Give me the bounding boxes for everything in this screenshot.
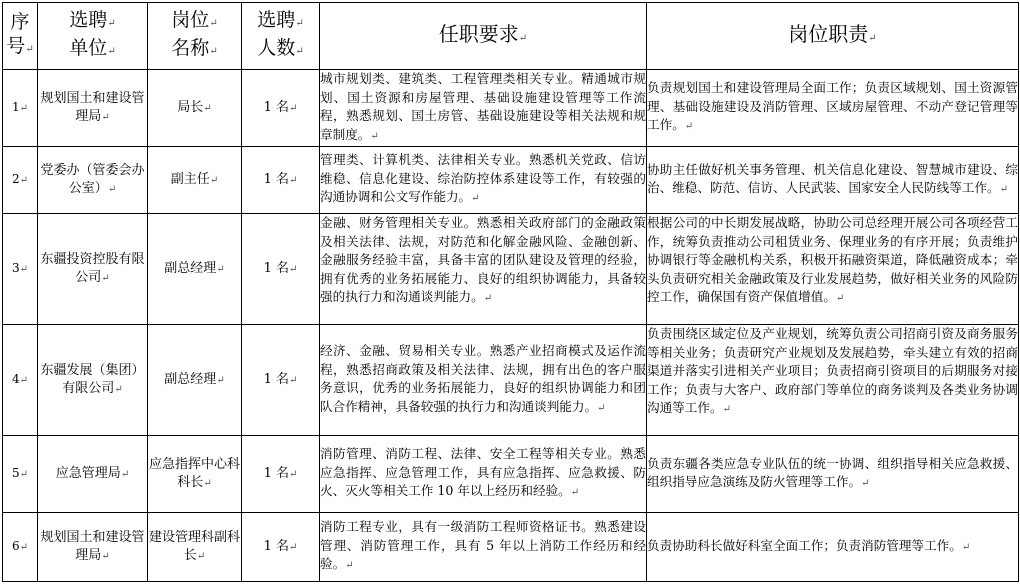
row-unit: 党委办（管委会办公室）↵ (38, 147, 148, 214)
row-position: 副总经理↵ (148, 214, 242, 325)
row-unit: 规划国土和建设管理局↵ (38, 513, 148, 582)
header-position: 岗位↵ 名称↵ (148, 3, 242, 70)
row-seq: 4↵ (3, 325, 38, 436)
row-seq: 1↵ (3, 70, 38, 147)
row-requirements: 管理类、计算机类、法律相关专业。熟悉机关党政、信访维稳、信息化建设、综治防控体系建设等工作，有较强的沟通协调和公文写作能力。↵ (320, 147, 647, 214)
row-duties: 负责协助科长做好科室全面工作；负责消防管理等工作。↵ (647, 513, 1019, 582)
row-position: 应急指挥中心科科长↵ (148, 436, 242, 513)
table-row (3, 70, 1019, 147)
header-seq: 序 号↵ (3, 3, 38, 70)
header-count: 选聘↵ 人数↵ (242, 3, 320, 70)
row-count: 1 名↵ (242, 325, 320, 436)
row-seq: 5↵ (3, 436, 38, 513)
recruitment-table (2, 2, 1019, 582)
row-duties: 负责围绕区域定位及产业规划，统筹负责公司招商引资及商务服务等相关业务；负责研究产业规划及发展趋势，牵头建立有效的招商渠道并落实引进相关产业项目；负责招商引资项目的后期服务对接工作；负责与大客户、政府部门等单位的商务谈判及各类业务协调沟通等工作。↵ (647, 325, 1019, 436)
header-duties: 岗位职责↵ (647, 3, 1019, 70)
table-row (3, 214, 1019, 325)
row-requirements: 经济、金融、贸易相关专业。熟悉产业招商模式及运作流程，熟悉招商政策及相关法律、法规，拥有出色的客户服务意识，优秀的业务拓展能力，良好的组织协调能力和团队合作精神，具备较强的执行力和沟通谈判能力。↵ (320, 325, 647, 436)
row-position: 建设管理科副科长↵ (148, 513, 242, 582)
row-count: 1 名↵ (242, 70, 320, 147)
row-requirements: 消防管理、消防工程、法律、安全工程等相关专业。熟悉应急指挥、应急管理工作，具有应急指挥、应急救援、防火、灭火等相关工作 10 年以上经历和经验。↵ (320, 436, 647, 513)
row-count: 1 名↵ (242, 513, 320, 582)
header-row (3, 3, 1019, 70)
row-position: 局长↵ (148, 70, 242, 147)
header-unit: 选聘↵ 单位↵ (38, 3, 148, 70)
row-requirements: 金融、财务管理相关专业。熟悉相关政府部门的金融政策及相关法律、法规，对防范和化解金融风险、金融创新、金融服务经验丰富，具备丰富的团队建设及管理的经验，拥有优秀的业务拓展能力、良好的组织协调能力，具备较强的执行力和沟通谈判能力。↵ (320, 214, 647, 325)
row-unit: 应急管理局↵ (38, 436, 148, 513)
row-duties: 根据公司的中长期发展战略，协助公司总经理开展公司各项经营工作，统筹负责推动公司租赁业务、保理业务的有序开展；负责维护协调银行等金融机构关系，积极开拓融资渠道，降低融资成本；牵头负责研究相关金融政策及行业发展趋势，做好相关业务的风险防控工作，确保国有资产保值增值。↵ (647, 214, 1019, 325)
row-requirements: 城市规划类、建筑类、工程管理类相关专业。精通城市规划、国土资源和房屋管理、基础设施建设管理等工作流程，熟悉规划、国土房管、基础设施建设等相关法规和规章制度。↵ (320, 70, 647, 147)
row-unit: 东疆投资控股有限公司↵ (38, 214, 148, 325)
row-seq: 2↵ (3, 147, 38, 214)
row-unit: 东疆发展（集团）有限公司↵ (38, 325, 148, 436)
row-position: 副总经理↵ (148, 325, 242, 436)
table-row (3, 436, 1019, 513)
row-requirements: 消防工程专业，具有一级消防工程师资格证书。熟悉建设管理、消防管理工作，具有 5 年以上消防工作经历和经验。↵ (320, 513, 647, 582)
row-unit: 规划国土和建设管理局↵ (38, 70, 148, 147)
row-duties: 负责东疆各类应急专业队伍的统一协调、组织指导相关应急救援、组织指导应急演练及防火管理等工作。↵ (647, 436, 1019, 513)
row-count: 1 名↵ (242, 436, 320, 513)
row-position: 副主任↵ (148, 147, 242, 214)
header-requirements: 任职要求↵ (320, 3, 647, 70)
row-duties: 协助主任做好机关事务管理、机关信息化建设、智慧城市建设、综治、维稳、防范、信访、人民武装、国家安全人民防线等工作。↵ (647, 147, 1019, 214)
table-row (3, 325, 1019, 436)
table-row (3, 513, 1019, 582)
table-row (3, 147, 1019, 214)
row-count: 1 名↵ (242, 147, 320, 214)
row-count: 1 名↵ (242, 214, 320, 325)
row-seq: 3↵ (3, 214, 38, 325)
row-duties: 负责规划国土和建设管理局全面工作；负责区域规划、国土资源管理、基础设施建设及消防管理、区域房屋管理、不动产登记管理等工作。↵ (647, 70, 1019, 147)
row-seq: 6↵ (3, 513, 38, 582)
